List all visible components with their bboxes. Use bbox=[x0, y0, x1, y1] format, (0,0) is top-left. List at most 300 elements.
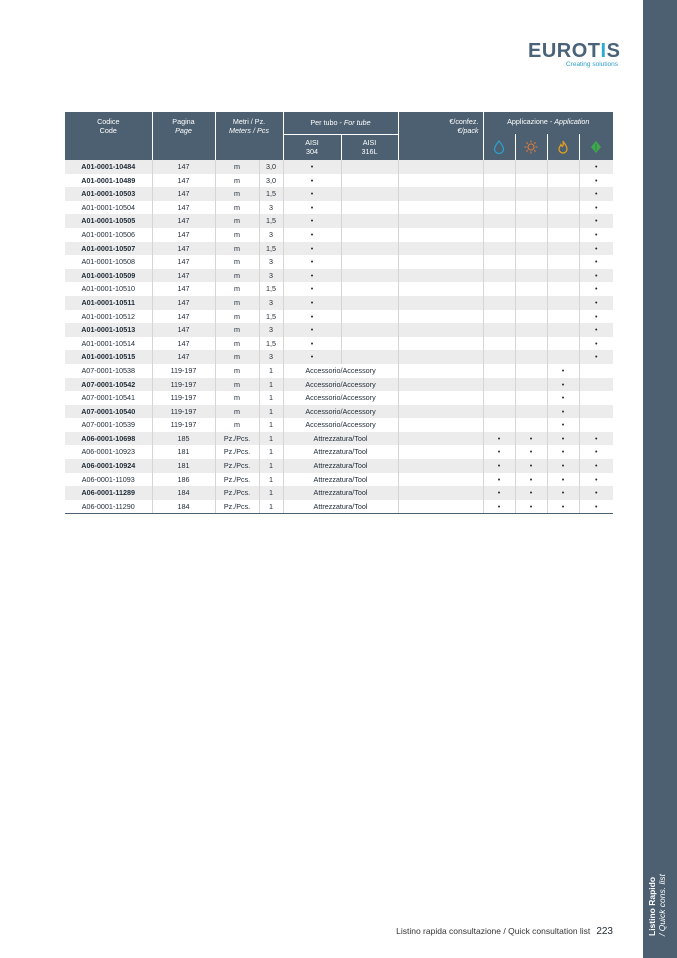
cell-aisi-304: • bbox=[283, 214, 341, 228]
cell-code: A01-0001-10514 bbox=[65, 337, 152, 351]
cell-app-leaf: • bbox=[579, 214, 613, 228]
cell-page: 147 bbox=[152, 242, 215, 256]
cell-qty: 3 bbox=[259, 296, 283, 310]
table-row bbox=[65, 473, 613, 487]
cell-code: A01-0001-10511 bbox=[65, 296, 152, 310]
cell-app-sun bbox=[515, 364, 547, 378]
table-row bbox=[65, 378, 613, 392]
cell-qty: 3 bbox=[259, 350, 283, 364]
cell-app-water: • bbox=[483, 445, 515, 459]
cell-qty: 3 bbox=[259, 323, 283, 337]
table-row bbox=[65, 432, 613, 446]
table-row bbox=[65, 201, 613, 215]
cell-price bbox=[398, 174, 483, 188]
cell-app-leaf bbox=[579, 418, 613, 432]
cell-price bbox=[398, 405, 483, 419]
cell-app-flame bbox=[547, 160, 579, 174]
cell-qty: 1 bbox=[259, 473, 283, 487]
cell-code: A01-0001-10505 bbox=[65, 214, 152, 228]
cell-app-leaf: • bbox=[579, 242, 613, 256]
cell-price bbox=[398, 391, 483, 405]
col-per-tube: Per tubo - For tube bbox=[283, 112, 398, 134]
col-code: Codice Code bbox=[65, 112, 152, 160]
cell-app-flame bbox=[547, 228, 579, 242]
cell-page: 119-197 bbox=[152, 378, 215, 392]
cell-app-sun bbox=[515, 282, 547, 296]
cell-qty: 1 bbox=[259, 445, 283, 459]
cell-app-sun bbox=[515, 310, 547, 324]
col-application: Applicazione - Application bbox=[483, 112, 613, 134]
cell-code: A01-0001-10510 bbox=[65, 282, 152, 296]
cell-qty: 3,0 bbox=[259, 174, 283, 188]
cell-page: 147 bbox=[152, 228, 215, 242]
eurotis-logo bbox=[528, 40, 621, 68]
flame-icon bbox=[547, 134, 579, 160]
cell-aisi-304: • bbox=[283, 255, 341, 269]
cell-code: A01-0001-10512 bbox=[65, 310, 152, 324]
table-row bbox=[65, 269, 613, 283]
cell-aisi-304: • bbox=[283, 323, 341, 337]
cell-aisi-304: • bbox=[283, 187, 341, 201]
cell-unit: m bbox=[215, 187, 259, 201]
table-row bbox=[65, 242, 613, 256]
cell-app-water bbox=[483, 269, 515, 283]
cell-aisi-316l bbox=[341, 269, 398, 283]
cell-app-water bbox=[483, 391, 515, 405]
cell-app-water: • bbox=[483, 486, 515, 500]
col-aisi-316l: AISI 316L bbox=[341, 134, 398, 160]
cell-price bbox=[398, 214, 483, 228]
cell-qty: 1 bbox=[259, 364, 283, 378]
cell-app-water: • bbox=[483, 459, 515, 473]
cell-aisi-316l bbox=[341, 214, 398, 228]
cell-app-flame bbox=[547, 187, 579, 201]
table-row bbox=[65, 174, 613, 188]
cell-price bbox=[398, 269, 483, 283]
table-row bbox=[65, 500, 613, 514]
cell-aisi-316l bbox=[341, 174, 398, 188]
cell-price bbox=[398, 459, 483, 473]
col-price: €/confez. €/pack bbox=[398, 112, 483, 160]
cell-unit: m bbox=[215, 364, 259, 378]
cell-app-sun: • bbox=[515, 500, 547, 514]
cell-app-flame bbox=[547, 255, 579, 269]
cell-aisi-304: • bbox=[283, 350, 341, 364]
cell-app-sun bbox=[515, 255, 547, 269]
cell-tube-type: Attrezzatura/Tool bbox=[283, 500, 398, 514]
cell-unit: m bbox=[215, 296, 259, 310]
cell-code: A06-0001-11289 bbox=[65, 486, 152, 500]
cell-aisi-304: • bbox=[283, 242, 341, 256]
table-row bbox=[65, 296, 613, 310]
cell-app-water bbox=[483, 337, 515, 351]
cell-app-water bbox=[483, 174, 515, 188]
cell-app-water bbox=[483, 228, 515, 242]
cell-code: A01-0001-10484 bbox=[65, 160, 152, 174]
cell-aisi-304: • bbox=[283, 337, 341, 351]
cell-app-leaf: • bbox=[579, 432, 613, 446]
cell-app-sun bbox=[515, 242, 547, 256]
cell-price bbox=[398, 486, 483, 500]
cell-app-sun bbox=[515, 350, 547, 364]
cell-qty: 3 bbox=[259, 228, 283, 242]
cell-page: 147 bbox=[152, 201, 215, 215]
cell-page: 186 bbox=[152, 473, 215, 487]
cell-app-sun: • bbox=[515, 459, 547, 473]
cell-app-leaf: • bbox=[579, 282, 613, 296]
cell-app-sun bbox=[515, 228, 547, 242]
cell-app-flame bbox=[547, 310, 579, 324]
cell-page: 184 bbox=[152, 486, 215, 500]
cell-price bbox=[398, 160, 483, 174]
cell-page: 147 bbox=[152, 255, 215, 269]
cell-app-sun: • bbox=[515, 432, 547, 446]
cell-unit: Pz./Pcs. bbox=[215, 445, 259, 459]
cell-app-leaf: • bbox=[579, 350, 613, 364]
cell-tube-type: Attrezzatura/Tool bbox=[283, 445, 398, 459]
cell-qty: 1 bbox=[259, 418, 283, 432]
cell-app-water bbox=[483, 242, 515, 256]
cell-app-flame bbox=[547, 337, 579, 351]
cell-app-leaf bbox=[579, 405, 613, 419]
cell-app-flame bbox=[547, 269, 579, 283]
cell-aisi-304: • bbox=[283, 296, 341, 310]
cell-code: A01-0001-10503 bbox=[65, 187, 152, 201]
cell-unit: m bbox=[215, 282, 259, 296]
cell-aisi-316l bbox=[341, 255, 398, 269]
cell-app-water: • bbox=[483, 473, 515, 487]
cell-qty: 1 bbox=[259, 500, 283, 514]
cell-app-water: • bbox=[483, 432, 515, 446]
cell-code: A07-0001-10541 bbox=[65, 391, 152, 405]
cell-app-leaf: • bbox=[579, 337, 613, 351]
cell-app-leaf: • bbox=[579, 255, 613, 269]
side-label bbox=[647, 736, 667, 936]
cell-app-flame: • bbox=[547, 486, 579, 500]
table-row bbox=[65, 323, 613, 337]
cell-aisi-316l bbox=[341, 350, 398, 364]
cell-aisi-304: • bbox=[283, 282, 341, 296]
leaf-icon bbox=[579, 134, 613, 160]
cell-app-water bbox=[483, 323, 515, 337]
cell-qty: 3 bbox=[259, 201, 283, 215]
sun-icon bbox=[515, 134, 547, 160]
cell-app-flame: • bbox=[547, 473, 579, 487]
cell-app-flame: • bbox=[547, 364, 579, 378]
cell-code: A06-0001-10698 bbox=[65, 432, 152, 446]
cell-app-flame: • bbox=[547, 432, 579, 446]
cell-unit: m bbox=[215, 378, 259, 392]
cell-code: A01-0001-10513 bbox=[65, 323, 152, 337]
cell-code: A07-0001-10540 bbox=[65, 405, 152, 419]
table-row bbox=[65, 228, 613, 242]
cell-price bbox=[398, 378, 483, 392]
table-row bbox=[65, 282, 613, 296]
cell-app-sun bbox=[515, 201, 547, 215]
cell-app-leaf: • bbox=[579, 445, 613, 459]
cell-aisi-304: • bbox=[283, 174, 341, 188]
cell-app-leaf: • bbox=[579, 228, 613, 242]
cell-app-sun bbox=[515, 160, 547, 174]
cell-app-flame bbox=[547, 282, 579, 296]
cell-app-sun bbox=[515, 187, 547, 201]
cell-code: A07-0001-10538 bbox=[65, 364, 152, 378]
cell-app-flame bbox=[547, 201, 579, 215]
cell-price bbox=[398, 418, 483, 432]
cell-tube-type: Accessorio/Accessory bbox=[283, 405, 398, 419]
cell-app-flame bbox=[547, 350, 579, 364]
col-meters: Metri / Pz. Meters / Pcs bbox=[215, 112, 283, 160]
cell-app-water bbox=[483, 350, 515, 364]
cell-page: 119-197 bbox=[152, 405, 215, 419]
cell-price bbox=[398, 445, 483, 459]
cell-aisi-304: • bbox=[283, 201, 341, 215]
cell-unit: m bbox=[215, 228, 259, 242]
cell-page: 147 bbox=[152, 337, 215, 351]
cell-page: 181 bbox=[152, 445, 215, 459]
cell-unit: Pz./Pcs. bbox=[215, 432, 259, 446]
cell-page: 147 bbox=[152, 160, 215, 174]
cell-page: 185 bbox=[152, 432, 215, 446]
cell-unit: Pz./Pcs. bbox=[215, 500, 259, 514]
table-row bbox=[65, 364, 613, 378]
side-subtitle: / Quick cons. list bbox=[657, 874, 667, 936]
cell-qty: 1,5 bbox=[259, 310, 283, 324]
cell-page: 147 bbox=[152, 174, 215, 188]
footer bbox=[396, 926, 613, 937]
cell-app-leaf: • bbox=[579, 269, 613, 283]
cell-tube-type: Accessorio/Accessory bbox=[283, 364, 398, 378]
cell-qty: 1,5 bbox=[259, 187, 283, 201]
cell-app-flame bbox=[547, 323, 579, 337]
cell-price bbox=[398, 296, 483, 310]
cell-tube-type: Attrezzatura/Tool bbox=[283, 432, 398, 446]
cell-unit: m bbox=[215, 418, 259, 432]
table-row bbox=[65, 310, 613, 324]
cell-unit: m bbox=[215, 174, 259, 188]
cell-qty: 1,5 bbox=[259, 214, 283, 228]
cell-app-leaf: • bbox=[579, 473, 613, 487]
cell-app-sun bbox=[515, 418, 547, 432]
cell-qty: 3 bbox=[259, 269, 283, 283]
cell-qty: 1,5 bbox=[259, 282, 283, 296]
cell-app-leaf: • bbox=[579, 310, 613, 324]
cell-aisi-316l bbox=[341, 160, 398, 174]
cell-app-leaf bbox=[579, 378, 613, 392]
cell-qty: 3 bbox=[259, 255, 283, 269]
table-body bbox=[65, 160, 613, 514]
cell-unit: m bbox=[215, 160, 259, 174]
table-row bbox=[65, 160, 613, 174]
cell-price bbox=[398, 187, 483, 201]
cell-app-flame: • bbox=[547, 459, 579, 473]
col-page: Pagina Page bbox=[152, 112, 215, 160]
cell-tube-type: Accessorio/Accessory bbox=[283, 418, 398, 432]
cell-aisi-304: • bbox=[283, 160, 341, 174]
cell-app-water bbox=[483, 160, 515, 174]
cell-unit: m bbox=[215, 214, 259, 228]
cell-aisi-316l bbox=[341, 242, 398, 256]
cell-app-water bbox=[483, 418, 515, 432]
cell-app-water bbox=[483, 214, 515, 228]
cell-app-water bbox=[483, 310, 515, 324]
cell-price bbox=[398, 282, 483, 296]
cell-app-sun bbox=[515, 214, 547, 228]
cell-tube-type: Attrezzatura/Tool bbox=[283, 459, 398, 473]
cell-code: A01-0001-10509 bbox=[65, 269, 152, 283]
cell-unit: m bbox=[215, 337, 259, 351]
side-title: Listino Rapido bbox=[647, 876, 657, 936]
cell-page: 147 bbox=[152, 269, 215, 283]
cell-qty: 1 bbox=[259, 378, 283, 392]
cell-page: 119-197 bbox=[152, 418, 215, 432]
cell-app-water bbox=[483, 201, 515, 215]
cell-app-leaf: • bbox=[579, 187, 613, 201]
cell-aisi-316l bbox=[341, 310, 398, 324]
table-row bbox=[65, 459, 613, 473]
cell-app-leaf: • bbox=[579, 174, 613, 188]
cell-app-sun: • bbox=[515, 486, 547, 500]
cell-price bbox=[398, 364, 483, 378]
cell-qty: 1 bbox=[259, 432, 283, 446]
cell-price bbox=[398, 228, 483, 242]
cell-unit: m bbox=[215, 310, 259, 324]
cell-app-flame bbox=[547, 214, 579, 228]
cell-price bbox=[398, 350, 483, 364]
cell-app-leaf: • bbox=[579, 323, 613, 337]
table-row bbox=[65, 486, 613, 500]
cell-app-leaf bbox=[579, 364, 613, 378]
cell-unit: m bbox=[215, 201, 259, 215]
cell-app-water bbox=[483, 405, 515, 419]
cell-aisi-304: • bbox=[283, 310, 341, 324]
cell-aisi-316l bbox=[341, 201, 398, 215]
cell-app-flame bbox=[547, 296, 579, 310]
cell-app-leaf bbox=[579, 391, 613, 405]
cell-code: A01-0001-10506 bbox=[65, 228, 152, 242]
cell-aisi-316l bbox=[341, 323, 398, 337]
cell-page: 147 bbox=[152, 323, 215, 337]
cell-price bbox=[398, 255, 483, 269]
table-row bbox=[65, 337, 613, 351]
cell-app-leaf: • bbox=[579, 486, 613, 500]
cell-app-sun bbox=[515, 296, 547, 310]
cell-qty: 1 bbox=[259, 405, 283, 419]
cell-qty: 1 bbox=[259, 459, 283, 473]
cell-page: 147 bbox=[152, 350, 215, 364]
cell-unit: Pz./Pcs. bbox=[215, 459, 259, 473]
cell-price bbox=[398, 323, 483, 337]
cell-aisi-316l bbox=[341, 282, 398, 296]
cell-code: A06-0001-10923 bbox=[65, 445, 152, 459]
cell-app-flame: • bbox=[547, 378, 579, 392]
cell-price bbox=[398, 500, 483, 514]
cell-app-sun bbox=[515, 378, 547, 392]
cell-app-water bbox=[483, 378, 515, 392]
cell-aisi-316l bbox=[341, 337, 398, 351]
cell-unit: m bbox=[215, 350, 259, 364]
cell-qty: 1,5 bbox=[259, 337, 283, 351]
cell-page: 147 bbox=[152, 310, 215, 324]
cell-page: 119-197 bbox=[152, 364, 215, 378]
cell-page: 184 bbox=[152, 500, 215, 514]
cell-qty: 1,5 bbox=[259, 242, 283, 256]
cell-app-sun bbox=[515, 174, 547, 188]
table-row bbox=[65, 445, 613, 459]
cell-qty: 3,0 bbox=[259, 160, 283, 174]
cell-code: A07-0001-10539 bbox=[65, 418, 152, 432]
cell-code: A01-0001-10504 bbox=[65, 201, 152, 215]
cell-tube-type: Attrezzatura/Tool bbox=[283, 473, 398, 487]
cell-price bbox=[398, 201, 483, 215]
table-row bbox=[65, 187, 613, 201]
cell-unit: m bbox=[215, 405, 259, 419]
cell-app-water bbox=[483, 364, 515, 378]
logo-wordmark: EUROTIS bbox=[528, 40, 621, 62]
cell-code: A01-0001-10489 bbox=[65, 174, 152, 188]
cell-price bbox=[398, 310, 483, 324]
cell-app-water bbox=[483, 187, 515, 201]
footer-text: Listino rapida consultazione / Quick consultation list bbox=[396, 926, 591, 936]
cell-unit: m bbox=[215, 391, 259, 405]
cell-app-water: • bbox=[483, 500, 515, 514]
cell-app-water bbox=[483, 296, 515, 310]
cell-code: A06-0001-11093 bbox=[65, 473, 152, 487]
table-row bbox=[65, 350, 613, 364]
cell-price bbox=[398, 473, 483, 487]
cell-page: 147 bbox=[152, 296, 215, 310]
cell-aisi-316l bbox=[341, 228, 398, 242]
cell-code: A06-0001-10924 bbox=[65, 459, 152, 473]
cell-app-sun bbox=[515, 323, 547, 337]
cell-unit: m bbox=[215, 269, 259, 283]
cell-app-flame: • bbox=[547, 391, 579, 405]
cell-app-flame: • bbox=[547, 445, 579, 459]
water-drop-icon bbox=[483, 134, 515, 160]
cell-app-flame bbox=[547, 174, 579, 188]
cell-page: 147 bbox=[152, 214, 215, 228]
cell-app-flame: • bbox=[547, 405, 579, 419]
cell-app-water bbox=[483, 255, 515, 269]
cell-app-flame: • bbox=[547, 500, 579, 514]
cell-qty: 1 bbox=[259, 391, 283, 405]
col-aisi-304: AISI 304 bbox=[283, 134, 341, 160]
cell-tube-type: Attrezzatura/Tool bbox=[283, 486, 398, 500]
cell-app-sun: • bbox=[515, 473, 547, 487]
cell-app-flame bbox=[547, 242, 579, 256]
cell-unit: Pz./Pcs. bbox=[215, 473, 259, 487]
cell-page: 147 bbox=[152, 282, 215, 296]
price-list-table bbox=[65, 112, 613, 514]
table-row bbox=[65, 391, 613, 405]
cell-app-water bbox=[483, 282, 515, 296]
table-row bbox=[65, 418, 613, 432]
table-row bbox=[65, 214, 613, 228]
cell-page: 147 bbox=[152, 187, 215, 201]
page-number: 223 bbox=[596, 926, 613, 937]
cell-app-leaf: • bbox=[579, 201, 613, 215]
cell-aisi-316l bbox=[341, 296, 398, 310]
cell-unit: m bbox=[215, 323, 259, 337]
cell-price bbox=[398, 432, 483, 446]
cell-aisi-316l bbox=[341, 187, 398, 201]
cell-tube-type: Accessorio/Accessory bbox=[283, 378, 398, 392]
cell-unit: Pz./Pcs. bbox=[215, 486, 259, 500]
cell-app-sun: • bbox=[515, 445, 547, 459]
cell-unit: m bbox=[215, 255, 259, 269]
cell-code: A07-0001-10542 bbox=[65, 378, 152, 392]
cell-code: A01-0001-10508 bbox=[65, 255, 152, 269]
